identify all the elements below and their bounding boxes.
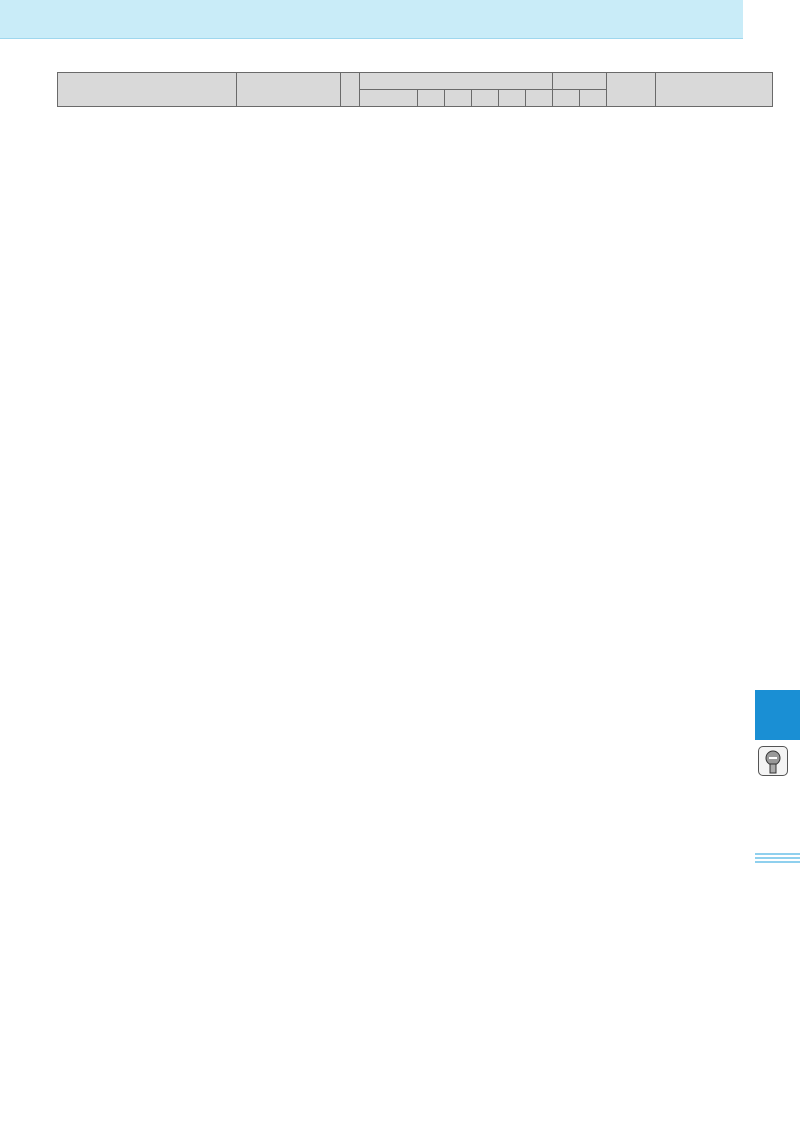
header-description bbox=[237, 73, 341, 107]
header-col-a bbox=[360, 90, 417, 107]
header-col-alpha bbox=[553, 90, 580, 107]
top-band-line bbox=[0, 38, 743, 39]
header-std bbox=[341, 73, 360, 107]
header-col-f bbox=[525, 90, 552, 107]
top-band bbox=[0, 0, 743, 38]
header-angle bbox=[553, 73, 607, 90]
header-dimension bbox=[360, 73, 553, 90]
header-col-e bbox=[498, 90, 525, 107]
section-tab-p[interactable] bbox=[755, 690, 800, 740]
header-col-theta bbox=[580, 90, 607, 107]
header-col-d bbox=[471, 90, 498, 107]
spec-table bbox=[57, 72, 773, 107]
header-torque bbox=[607, 73, 656, 107]
section-lines bbox=[755, 853, 800, 868]
header-shape bbox=[58, 73, 237, 107]
screw-icon bbox=[758, 746, 788, 776]
header-col-c bbox=[444, 90, 471, 107]
header-col-b bbox=[417, 90, 444, 107]
header-remarks bbox=[656, 73, 773, 107]
section-label bbox=[756, 780, 786, 860]
